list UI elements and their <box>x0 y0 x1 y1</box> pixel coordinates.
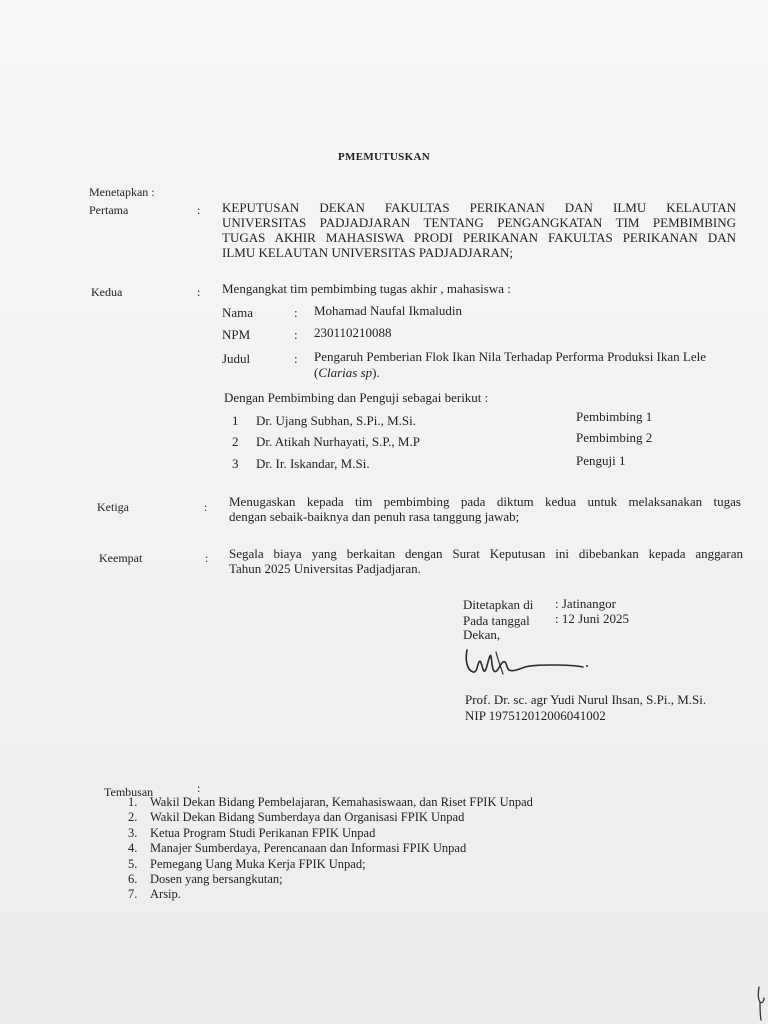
ditetapkan-value: : Jatinangor <box>555 596 617 611</box>
npm-colon: : <box>294 327 298 342</box>
list-text: Wakil Dekan Bidang Sumberdaya dan Organisasi FPIK Unpad <box>150 810 465 825</box>
nama-label: Nama <box>222 305 254 320</box>
judul-label: Judul <box>222 351 251 366</box>
tanggal-label: Pada tanggal <box>463 613 530 628</box>
list-number: 7. <box>128 887 138 902</box>
pembimbing-role: Penguji 1 <box>576 453 626 468</box>
nama-value: Mohamad Naufal Ikmaludin <box>314 303 463 318</box>
list-number: 6. <box>128 872 138 887</box>
pembimbing-role: Pembimbing 2 <box>576 430 653 445</box>
judul-paren-close: ). <box>372 365 380 380</box>
ketiga-text <box>229 494 741 524</box>
pertama-colon: : <box>197 203 201 217</box>
ketiga-line: dengan sebaik-baiknya dan penuh rasa tanggung jawab; <box>229 509 520 524</box>
list-number: 1. <box>128 795 138 809</box>
judul-paren-open: ( <box>314 365 319 380</box>
keempat-label: Keempat <box>99 551 143 565</box>
kedua-colon: : <box>197 285 201 299</box>
nama-colon: : <box>294 305 298 320</box>
pertama-line: KEPUTUSAN DEKAN FAKULTAS PERIKANAN DAN ILMU KELAUTAN <box>222 200 736 215</box>
pembimbing-name: Dr. Ir. Iskandar, M.Si. <box>256 456 370 471</box>
pembimbing-no: 2 <box>232 434 239 449</box>
keempat-colon: : <box>205 551 209 565</box>
npm-label: NPM <box>222 327 251 342</box>
judul-species: Clarias sp <box>318 365 373 380</box>
document-title: PMEMUTUSKAN <box>338 151 430 163</box>
dekan-title: Dekan, <box>463 627 501 642</box>
list-item <box>128 887 533 902</box>
list-item <box>128 810 533 825</box>
list-number: 4. <box>128 841 138 856</box>
pertama-label: Pertama <box>89 203 129 217</box>
pembimbing-no: 3 <box>232 456 239 471</box>
list-item <box>128 826 533 841</box>
npm-value: 230110210088 <box>314 325 392 340</box>
list-text: Pemegang Uang Muka Kerja FPIK Unpad; <box>150 856 366 871</box>
pembimbing-role: Pembimbing 1 <box>576 409 653 424</box>
ketiga-colon: : <box>204 500 208 514</box>
list-number: 3. <box>128 825 138 840</box>
list-text: Wakil Dekan Bidang Pembelajaran, Kemahasiswaan, dan Riset FPIK Unpad <box>150 795 533 809</box>
list-number: 2. <box>128 810 138 825</box>
tanggal-value: : 12 Juni 2025 <box>555 611 630 626</box>
list-item <box>128 841 533 856</box>
pembimbing-intro: Dengan Pembimbing dan Penguji sebagai berikut : <box>224 390 489 405</box>
list-item <box>128 795 533 810</box>
keempat-text <box>229 546 743 576</box>
tembusan-colon: : <box>197 781 201 795</box>
judul-colon: : <box>294 351 298 366</box>
signature-image <box>461 638 611 688</box>
dekan-name: Prof. Dr. sc. agr Yudi Nurul Ihsan, S.Pi., M.Si. <box>465 692 707 707</box>
list-item <box>128 857 533 872</box>
pembimbing-name: Dr. Atikah Nurhayati, S.P., M.P <box>256 434 420 449</box>
pertama-line: ILMU KELAUTAN UNIVERSITAS PADJADJARAN; <box>222 245 514 260</box>
judul-line-1: Pengaruh Pemberian Flok Ikan Nila Terhadap Performa Produksi Ikan Lele <box>314 349 706 364</box>
list-text: Arsip. <box>150 887 181 902</box>
tembusan-label: Tembusan <box>104 785 154 799</box>
menetapkan-label: Menetapkan : <box>89 185 155 199</box>
kedua-intro: Mengangkat tim pembimbing tugas akhir , mahasiswa : <box>222 281 511 296</box>
list-item <box>128 872 533 887</box>
list-text: Ketua Program Studi Perikanan FPIK Unpad <box>150 825 376 840</box>
list-text: Manajer Sumberdaya, Perencanaan dan Informasi FPIK Unpad <box>150 841 467 856</box>
list-number: 5. <box>128 856 138 871</box>
pembimbing-name: Dr. Ujang Subhan, S.Pi., M.Si. <box>256 413 416 428</box>
kedua-label: Kedua <box>91 285 123 299</box>
dekan-nip: NIP 197512012006041002 <box>465 708 606 723</box>
tembusan-list <box>128 795 533 903</box>
judul-line-2 <box>314 365 380 381</box>
pertama-line: TUGAS AKHIR MAHASISWA PRODI PERIKANAN FAKULTAS PERIKANAN DAN <box>222 230 736 245</box>
page-edge-mark-icon <box>755 985 767 1021</box>
ditetapkan-label: Ditetapkan di <box>463 597 534 612</box>
keempat-line: Segala biaya yang berkaitan dengan Surat Keputusan ini dibebankan kepada anggaran <box>229 546 743 561</box>
ketiga-line: Menugaskan kepada tim pembimbing pada diktum kedua untuk melaksanakan tugas <box>229 494 741 509</box>
keempat-line: Tahun 2025 Universitas Padjadjaran. <box>229 561 421 576</box>
list-text: Dosen yang bersangkutan; <box>150 872 283 887</box>
pertama-line: UNIVERSITAS PADJADJARAN TENTANG PENGANGKATAN TIM PEMBIMBING <box>222 215 736 230</box>
pertama-text <box>222 200 736 260</box>
pembimbing-no: 1 <box>232 413 239 428</box>
ketiga-label: Ketiga <box>97 500 129 514</box>
